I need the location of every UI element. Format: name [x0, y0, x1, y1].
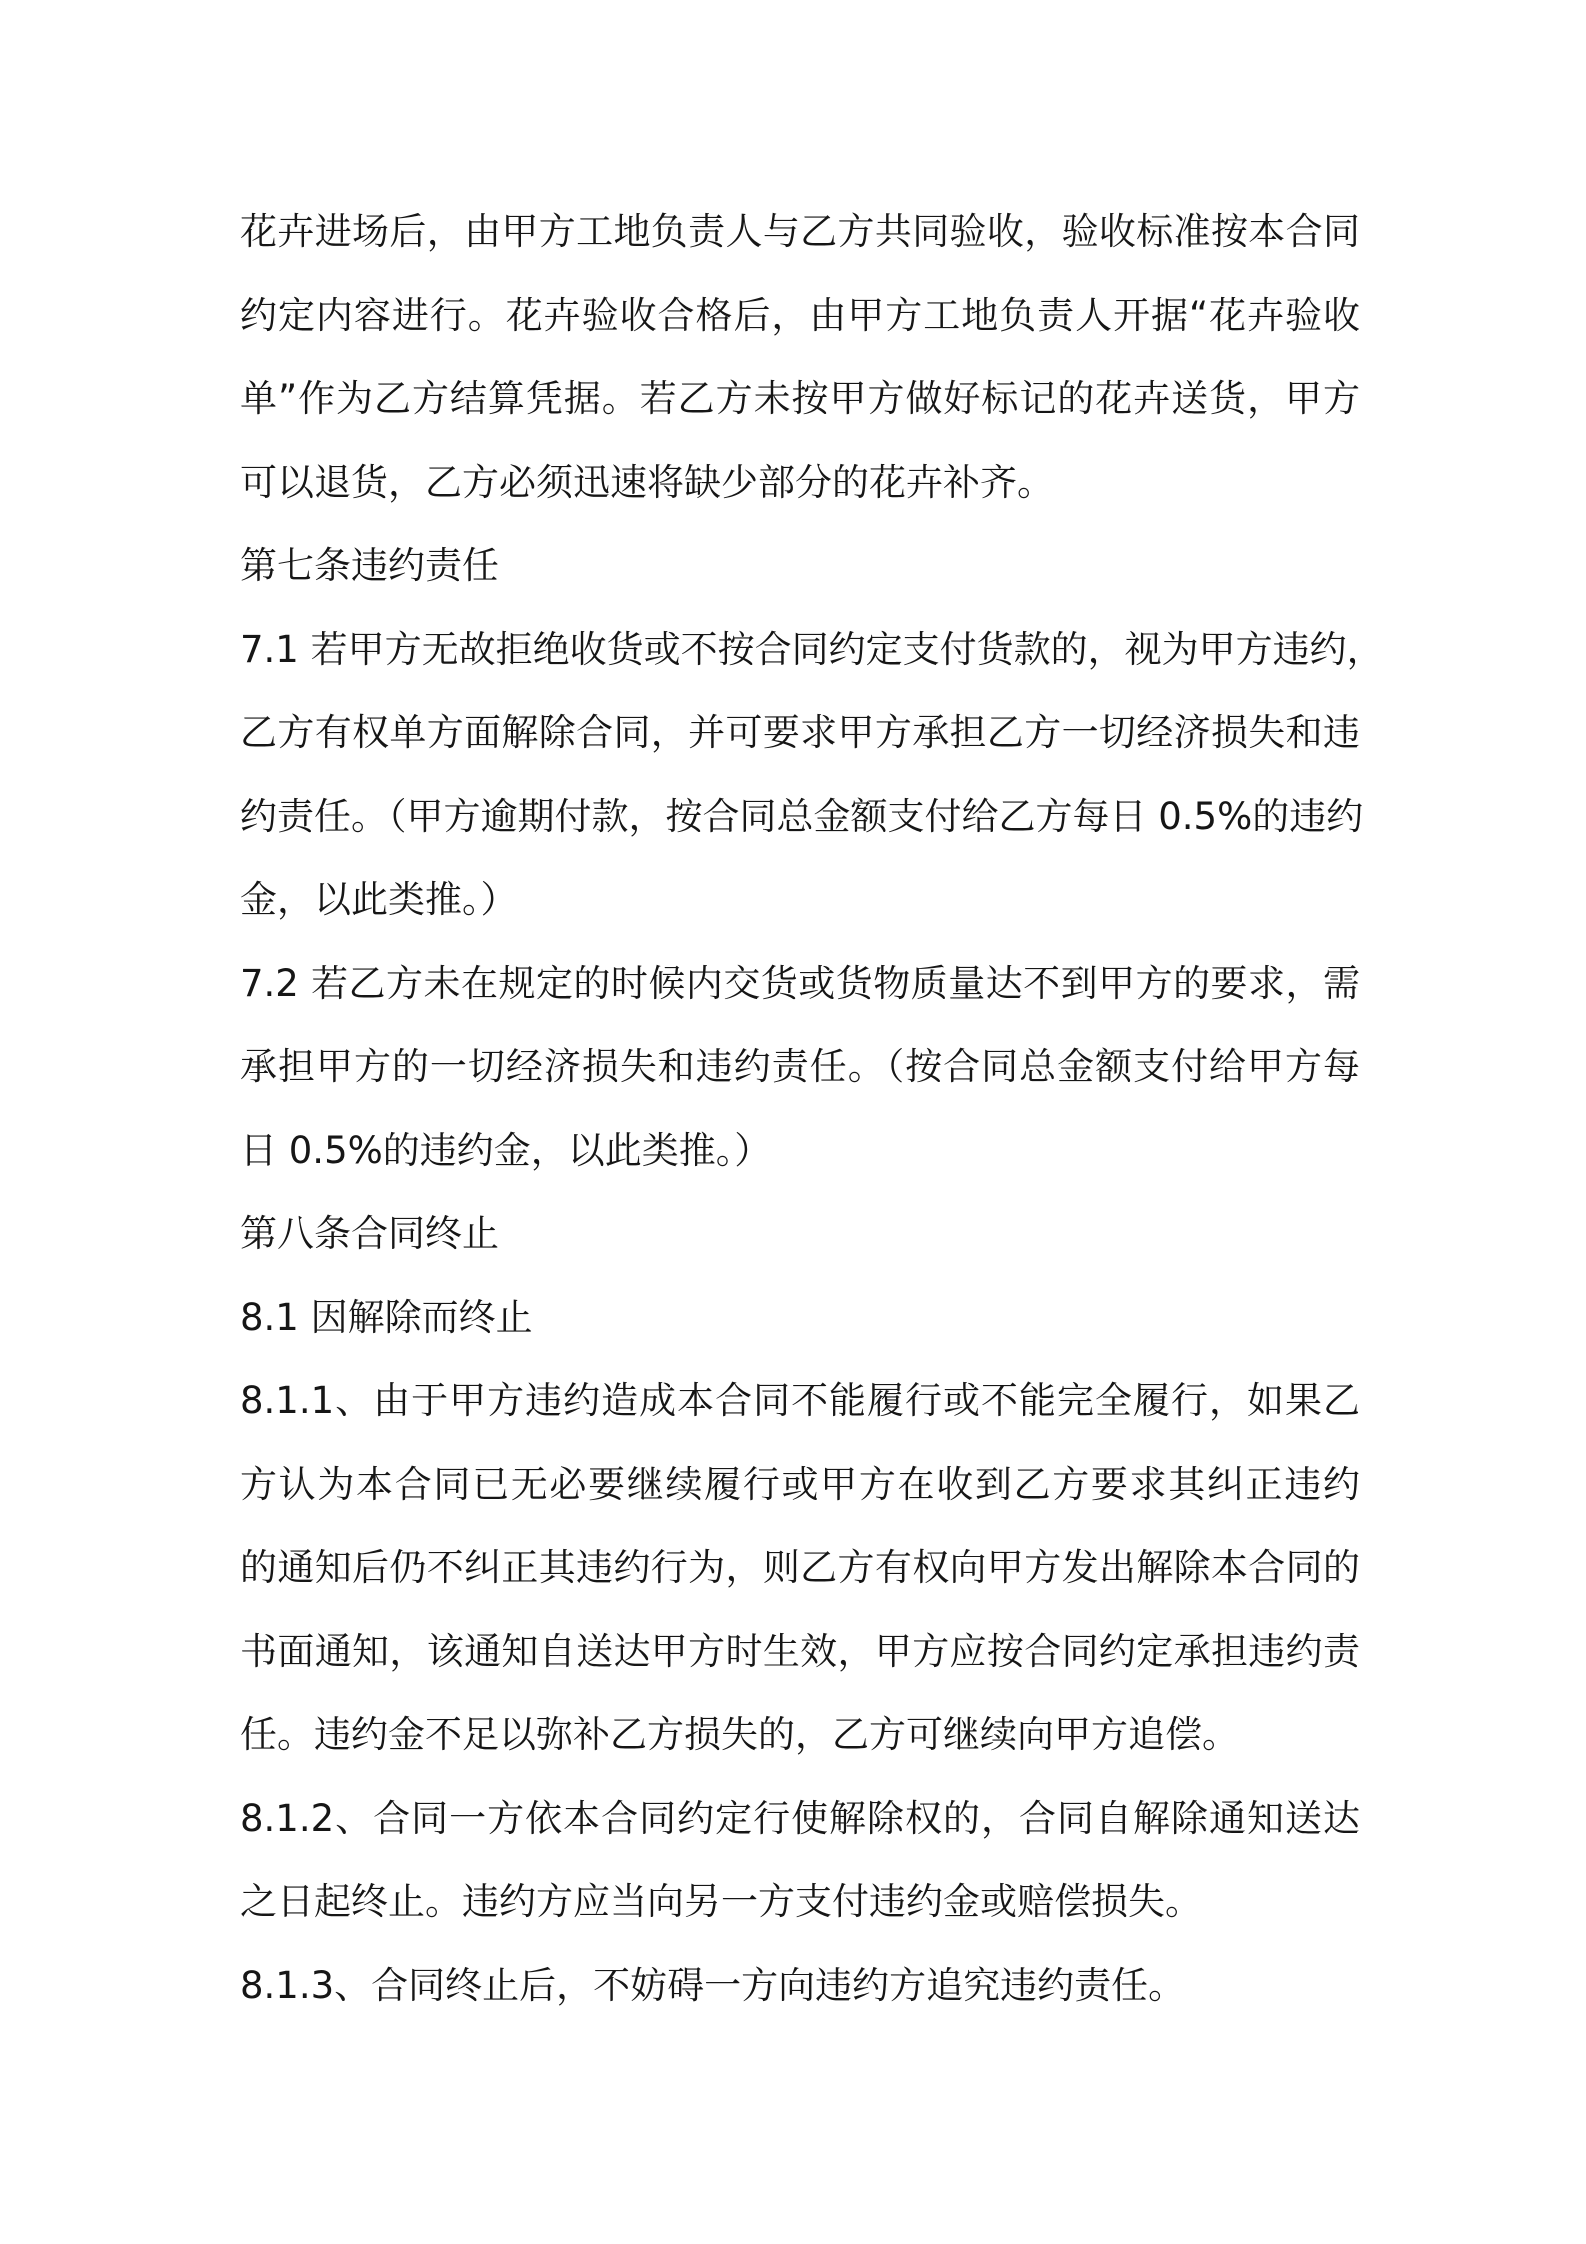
text-line: 单”作为乙方结算凭据。若乙方未按甲方做好标记的花卉送货，甲方 [240, 377, 1360, 420]
text-line: 花卉进场后，由甲方工地负责人与乙方共同验收，验收标准按本合同 [240, 210, 1360, 253]
clause-7-1 [240, 608, 1384, 942]
text-line: 日 0.5%的违约金，以此类推。） [240, 1128, 772, 1172]
clause-7-2 [240, 942, 1360, 1193]
text-line: 方认为本合同已无必要继续履行或甲方在收到乙方要求其纠正违约 [240, 1462, 1360, 1506]
text-line: 可以退货，乙方必须迅速将缺少部分的花卉补齐。 [240, 460, 1054, 504]
text-line: 之日起终止。违约方应当向另一方支付违约金或赔偿损失。 [240, 1880, 1202, 1923]
text-line: 金，以此类推。） [240, 878, 518, 921]
text-line: 8.1.1、由于甲方违约造成本合同不能履行或不能完全履行，如果乙 [240, 1379, 1360, 1422]
text-line: 7.2 若乙方未在规定的时候内交货或货物质量达不到甲方的要求，需 [240, 961, 1360, 1005]
text-line: 约责任。（甲方逾期付款，按合同总金额支付给乙方每日 0.5%的违约 [240, 794, 1364, 838]
text-line: 承担甲方的一切经济损失和违约责任。（按合同总金额支付给甲方每 [240, 1045, 1360, 1088]
text-line: 约定内容进行。花卉验收合格后，由甲方工地负责人开据“花卉验收 [240, 293, 1360, 337]
text-line: 的通知后仍不纠正其违约行为，则乙方有权向甲方发出解除本合同的 [240, 1546, 1360, 1589]
text-line: 乙方有权单方面解除合同，并可要求甲方承担乙方一切经济损失和违 [240, 711, 1360, 754]
clause-8-1-3 [240, 1944, 1360, 2028]
text-line: 7.1 若甲方无故拒绝收货或不按合同约定支付货款的，视为甲方违约， [240, 627, 1384, 671]
text-line: 任。违约金不足以弥补乙方损失的，乙方可继续向甲方追偿。 [240, 1713, 1239, 1756]
clause-8-1 [240, 1276, 1360, 1360]
text-line: 8.1.3、合同终止后，不妨碍一方向违约方追究违约责任。 [240, 1963, 1186, 2007]
heading-text: 第八条合同终止 [240, 1212, 499, 1255]
text-line: 8.1 因解除而终止 [240, 1295, 533, 1339]
heading-text: 第七条违约责任 [240, 544, 499, 587]
article-7-heading [240, 524, 1360, 608]
paragraph-acceptance [240, 190, 1360, 524]
document-body [240, 190, 1384, 2027]
text-line: 8.1.2、合同一方依本合同约定行使解除权的，合同自解除通知送达 [240, 1796, 1360, 1840]
clause-8-1-2 [240, 1777, 1360, 1944]
article-8-heading [240, 1192, 1360, 1276]
clause-8-1-1 [240, 1359, 1360, 1777]
text-line: 书面通知，该通知自送达甲方时生效，甲方应按合同约定承担违约责 [240, 1629, 1360, 1673]
